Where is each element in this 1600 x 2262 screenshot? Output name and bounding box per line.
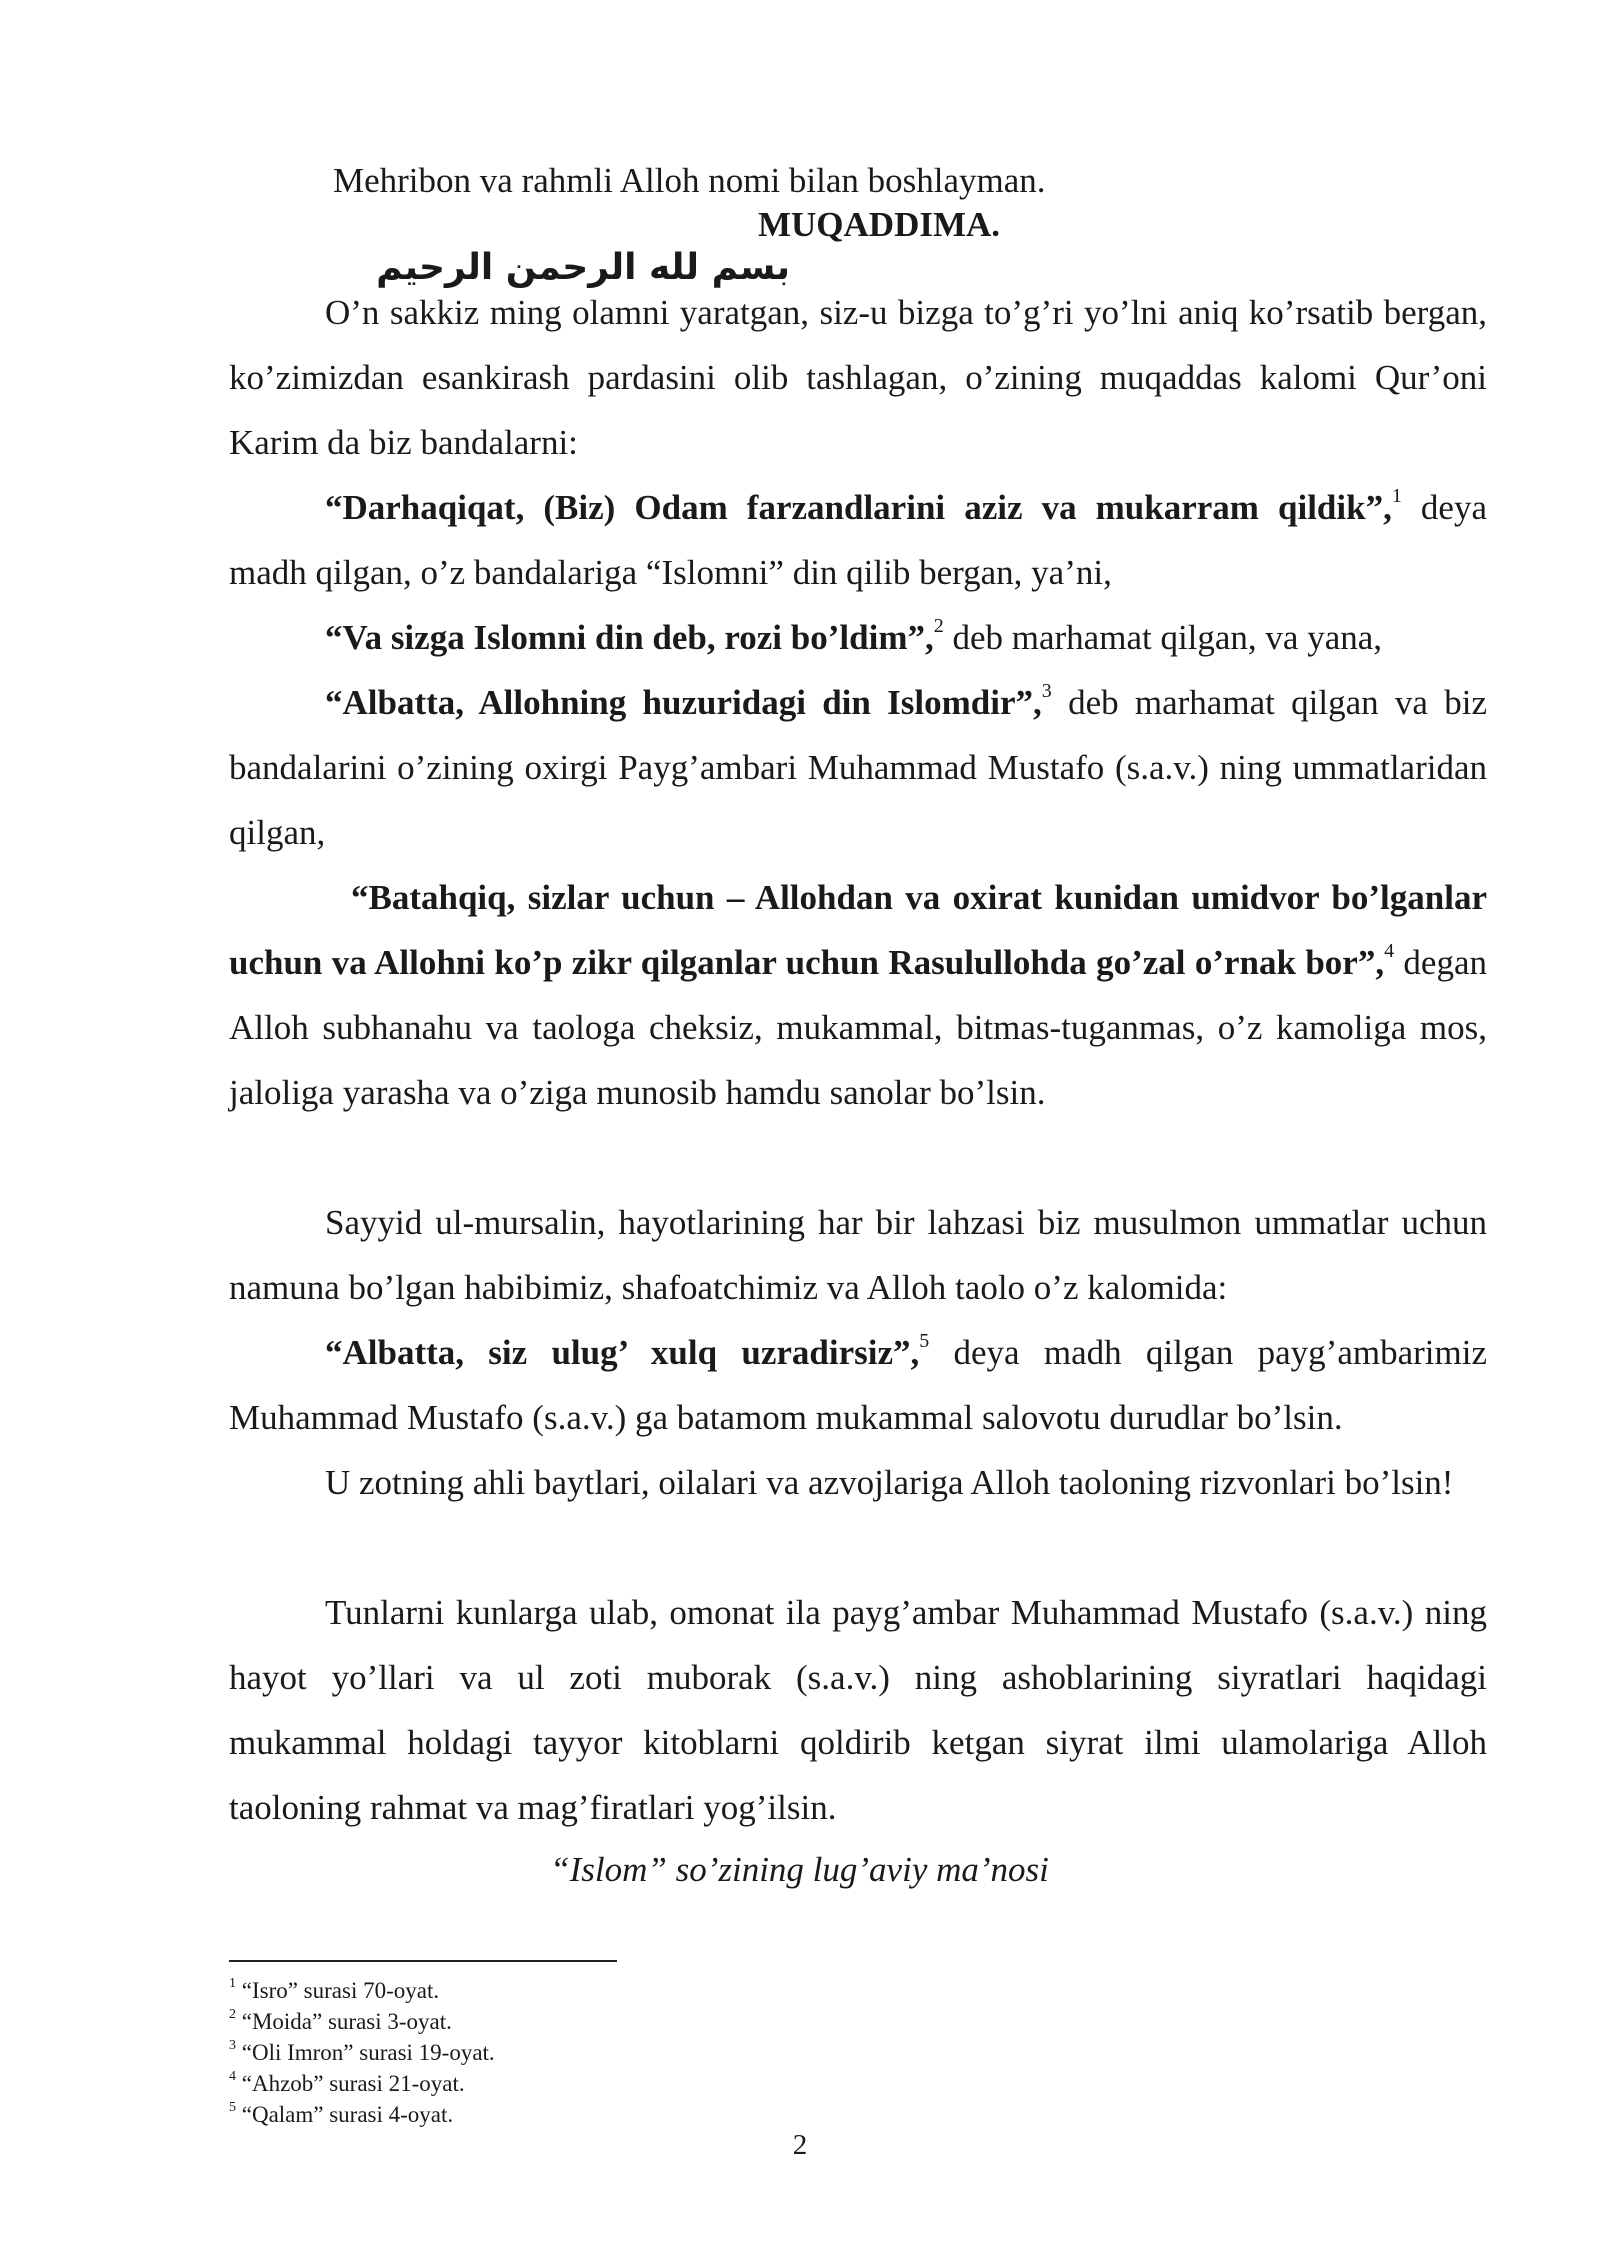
quran-quote: “Darhaqiqat, (Biz) Odam farzandlarini aziz va mukarram qildik”, — [325, 488, 1392, 527]
footnote-item — [229, 2037, 495, 2068]
quran-quote: “Batahqiq, sizlar uchun – Allohdan va oxirat kunidan umidvor bo’lganlar uchun va Allohni ko’p zikr qilganlar uchun Rasulullohda go’zal o’rnak bor”, — [229, 878, 1487, 982]
quran-quote: “Albatta, siz ulug’ xulq uzradirsiz”, — [325, 1333, 920, 1372]
footnote-text: “Ahzob” surasi 21-oyat. — [241, 2071, 465, 2096]
footnote-text: “Oli Imron” surasi 19-oyat. — [241, 2040, 495, 2065]
page-title: MUQADDIMA. — [758, 205, 1001, 244]
paragraph-quote-4 — [229, 865, 1487, 1125]
paragraph-text: O’n sakkiz ming olamni yaratgan, siz-u bizga to’g’ri yo’lni aniq ko’rsatib bergan, ko’zimizdan esankirash pardasini olib tashlagan, o’zining muqaddas kalomi Qur’oni Karim da biz bandalarni: — [229, 293, 1487, 462]
paragraph-text: Tunlarni kunlarga ulab, omonat ila payg’ambar Muhammad Mustafo (s.a.v.) ning hayot yo’llari va ul zoti muborak (s.a.v.) ning ashoblarining siyratlari haqidagi mukammal holdagi tayyor kitoblarni qoldirib ketgan siyrat ilmi ulamolariga Alloh taoloning rahmat va mag’firatlari yog’ilsin. — [229, 1593, 1487, 1827]
footnote-divider — [229, 1960, 617, 1962]
footnote-item — [229, 2006, 495, 2037]
page-number: 2 — [792, 2129, 808, 2161]
quran-quote: “Va sizga Islomni din deb, rozi bo’ldim”, — [325, 618, 934, 657]
footnote-number: 4 — [229, 2069, 236, 2085]
footnote-text: “Qalam” surasi 4-oyat. — [241, 2102, 454, 2127]
paragraph-sayyid — [229, 1190, 1487, 1320]
paragraph-quote-3 — [229, 670, 1487, 865]
footnote-number: 5 — [229, 2100, 236, 2116]
invocation-line: Mehribon va rahmli Alloh nomi bilan boshlayman. — [333, 161, 1046, 200]
footnote-ref[interactable]: 3 — [1041, 680, 1052, 703]
footnote-number: 1 — [229, 1976, 236, 1992]
paragraph-quote-2 — [229, 605, 1487, 670]
paragraph-text: deb marhamat qilgan, va yana, — [943, 618, 1383, 657]
paragraph-text: Sayyid ul-mursalin, hayotlarining har bir lahzasi biz musulmon ummatlar uchun namuna bo’lgan habibimiz, shafoatchimiz va Alloh taolo o’z kalomida: — [229, 1203, 1487, 1307]
footnotes-list — [229, 1975, 495, 2130]
footnote-ref[interactable]: 1 — [1391, 485, 1402, 508]
paragraph-quote-1 — [229, 475, 1487, 605]
basmala-text: بسم لله الرحمن الرحيم — [376, 247, 790, 288]
footnote-item — [229, 1975, 495, 2006]
footnote-ref[interactable]: 2 — [933, 615, 944, 638]
paragraph-text: degan Alloh subhanahu va taologa cheksiz, mukammal, bitmas-tuganmas, o’z kamoliga mos, jaloliga yarasha va o’ziga munosib hamdu sanolar bo’lsin. — [229, 943, 1487, 1112]
footnote-item — [229, 2068, 495, 2099]
footnote-text: “Moida” surasi 3-oyat. — [241, 2009, 452, 2034]
paragraph-ahli-bayt — [229, 1450, 1487, 1515]
footnote-ref[interactable]: 5 — [919, 1330, 930, 1353]
paragraph-text: deya madh qilgan, o’z bandalariga “Islomni” din qilib bergan, ya’ni, — [229, 488, 1487, 592]
footnote-number: 2 — [229, 2007, 236, 2023]
footnote-number: 3 — [229, 2038, 236, 2054]
section-subheading: “Islom” so’zining lug’aviy ma’nosi — [550, 1850, 1049, 1889]
footnote-ref[interactable]: 4 — [1384, 940, 1395, 963]
paragraph-text: U zotning ahli baytlari, oilalari va azvojlariga Alloh taoloning rizvonlari bo’lsin! — [325, 1463, 1454, 1502]
paragraph-text: deya madh qilgan payg’ambarimiz Muhammad Mustafo (s.a.v.) ga batamom mukammal salovotu durudlar bo’lsin. — [229, 1333, 1487, 1437]
paragraph-text: deb marhamat qilgan va biz bandalarini o’zining oxirgi Payg’ambari Muhammad Mustafo (s.a.v.) ning ummatlaridan qilgan, — [229, 683, 1487, 852]
footnote-text: “Isro” surasi 70-oyat. — [241, 1978, 440, 2003]
paragraph-tunlarni — [229, 1580, 1487, 1840]
paragraph-intro — [229, 280, 1487, 475]
quran-quote: “Albatta, Allohning huzuridagi din Islomdir”, — [325, 683, 1042, 722]
paragraph-quote-5 — [229, 1320, 1487, 1450]
